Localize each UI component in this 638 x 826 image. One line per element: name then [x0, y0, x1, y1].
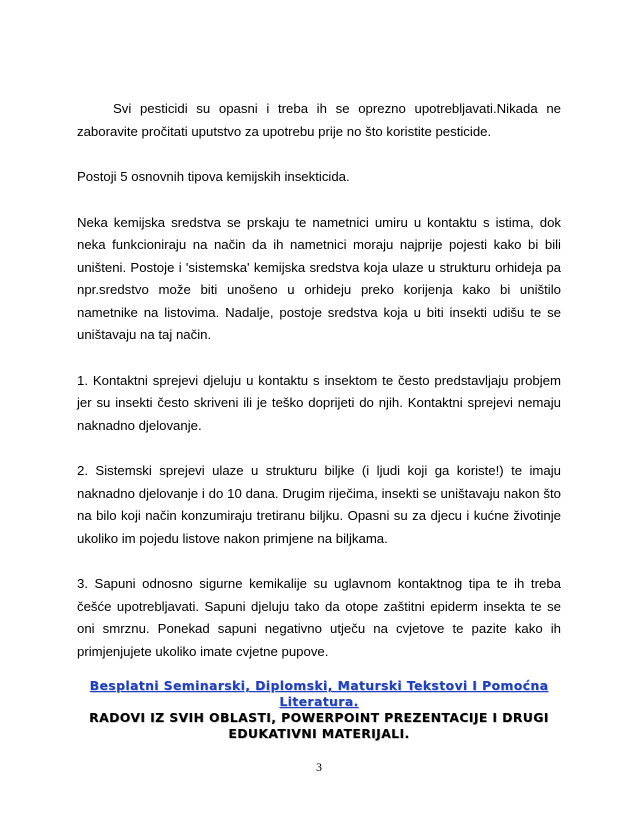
paragraph-intro: Svi pesticidi su opasni i treba ih se oprezno upotrebljavati.Nikada ne zaboravite pročitati uputstvo za upotrebu prije no što koristite pesticide. — [77, 101, 561, 139]
paragraph-contact-sprays: 1. Kontaktni sprejevi djeluju u kontaktu s insektom te često predstavljaju probjem jer su insekti često skriveni ili je teško doprijeti do njih. Kontaktni sprejevi nemaju naknadno djelovanje. — [77, 372, 561, 433]
paragraph-soaps: 3. Sapuni odnosno sigurne kemikalije su uglavnom kontaktnog tipa te ih treba češće upotrebljavati. Sapuni djeluju tako da otope zaštitni epiderm insekta te se oni smrznu. Ponekad sapuni negativno utječu na cvjetove te pazite kako ih primjenjujete ukoliko imate cvjetne pupove. — [77, 576, 561, 659]
document-body — [77, 98, 561, 686]
paragraph-types-count: Postoji 5 osnovnih tipova kemijskih insekticida. — [77, 169, 350, 184]
promo-footer — [60, 678, 578, 742]
page-number: 3 — [316, 760, 322, 774]
promo-subtitle: RADOVI IZ SVIH OBLASTI, POWERPOINT PREZENTACIJE I DRUGI EDUKATIVNI MATERIJALI. — [89, 710, 549, 741]
paragraph-mechanisms: Neka kemijska sredstva se prskaju te nametnici umiru u kontaktu s istima, dok neka funkcioniraju na način da ih nametnici moraju najprije pojesti kako bi bili uništeni. Postoje i 'sistemska' kemijska sredstva koja ulaze u strukturu orhideja pa npr.sredstvo može biti unošeno u orhideju preko korijenja kako bi uništilo nametnike na listovima. Nadalje, postoje sredstva koja u biti insekti udišu te se uništavaju na taj način. — [77, 214, 561, 342]
promo-link[interactable]: Besplatni Seminarski, Diplomski, Maturski Tekstovi I Pomoćna Literatura. — [89, 678, 549, 709]
paragraph-systemic-sprays: 2. Sistemski sprejevi ulaze u strukturu biljke (i ljudi koji ga koriste!) te imaju naknadno djelovanje i do 10 dana. Drugim riječima, insekti se uništavaju nakon što na bilo koji način konzumiraju tretiranu biljku. Opasni su za djecu i kućne životinje ukoliko im pojedu listove nakon primjene na biljkama. — [77, 463, 561, 546]
